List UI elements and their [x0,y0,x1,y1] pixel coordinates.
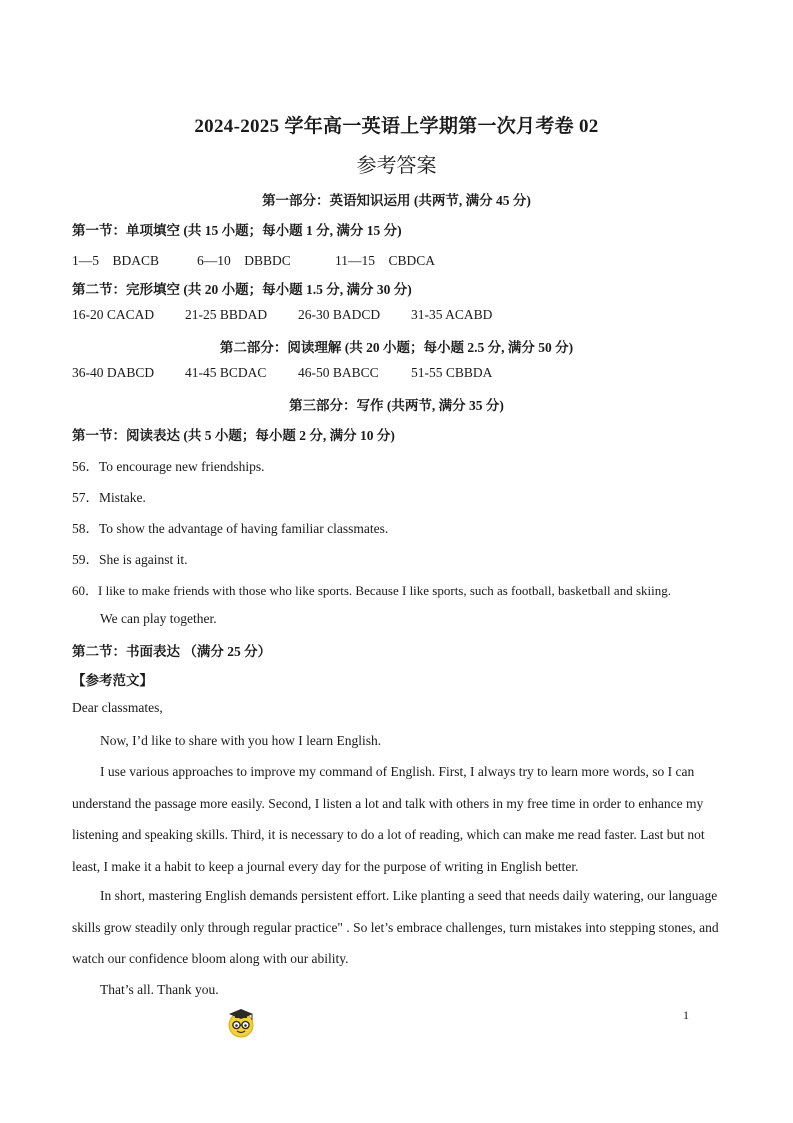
answer-group: 16-20 CACAD [72,307,155,322]
answer-item: 59．She is against it. [72,552,188,567]
answer-group: 31-35 ACABD [411,307,493,322]
part1-sec2-heading: 第二节：完形填空 (共 20 小题；每小题 1.5 分, 满分 30 分) [72,282,412,297]
answer-group: 46-50 BABCC [298,365,379,380]
answer-item: 56．To encourage new friendships. [72,459,265,474]
part3-heading: 第三部分：写作 (共两节, 满分 35 分) [289,398,504,413]
part1-sec1-answers [72,249,435,269]
answer-group: 21-25 BBDAD [185,307,268,322]
document-title: 2024-2025 学年高一英语上学期第一次月考卷 02 [194,116,599,137]
answer-group: 11—15 CBDCA [335,253,436,268]
part3-sec2-heading: 第二节：书面表达 （满分 25 分） [72,644,272,659]
page-number: 1 [683,1008,689,1022]
essay-closing: That’s all. Thank you. [100,982,219,997]
answer-group: 41-45 BCDAC [185,365,267,380]
document-subtitle: 参考答案 [356,155,437,177]
answer-group: 1—5 BDACB [72,253,160,268]
answer-group: 26-30 BADCD [298,307,381,322]
answer-item: 60．I like to make friends with those who like sports. Because I like sports, such as football, basketball and skiing. [72,583,671,598]
part3-sec1-heading: 第一节：阅读表达 (共 5 小题；每小题 2 分, 满分 10 分) [72,428,395,443]
part1-heading: 第一部分：英语知识运用 (共两节, 满分 45 分) [262,193,531,208]
essay-greeting: Dear classmates, [72,700,163,715]
answer-item-continuation: We can play together. [100,611,217,626]
answer-group: 6—10 DBBDC [197,253,291,268]
essay-paragraph: Now, I’d like to share with you how I learn English. [100,733,382,748]
graduate-face-icon [226,1006,256,1038]
sample-essay-label: 【参考范文】 [72,673,153,688]
answer-group: 36-40 DABCD [72,365,155,380]
part1-sec1-heading: 第一节：单项填空 (共 15 小题；每小题 1 分, 满分 15 分) [72,223,402,238]
essay-paragraph: I use various approaches to improve my command of English. First, I always try to learn more words, so I can understand the passage more easily. Second, I listen a lot and talk with others in my free time in order to enhance my listening and speaking skills. Third, it is necessary to do a lot of reading, which can make me read faster. Last but not least, I make it a habit to keep a journal every day for the purpose of writing in English better. [72,764,705,874]
part2-answers [72,365,492,381]
answer-item: 58．To show the advantage of having familiar classmates. [72,521,389,536]
answer-group: 51-55 CBBDA [411,365,493,380]
part1-sec2-answers [72,307,492,323]
part2-heading: 第二部分：阅读理解 (共 20 小题；每小题 2.5 分, 满分 50 分) [219,340,574,355]
essay-paragraph: In short, mastering English demands persistent effort. Like planting a seed that needs daily watering, our language skills grow steadily only through regular practice" . So let’s embrace challenges, turn mistakes into stepping stones, and watch our confidence bloom along with our ability. [72,888,719,966]
answer-item: 57．Mistake. [72,490,146,505]
